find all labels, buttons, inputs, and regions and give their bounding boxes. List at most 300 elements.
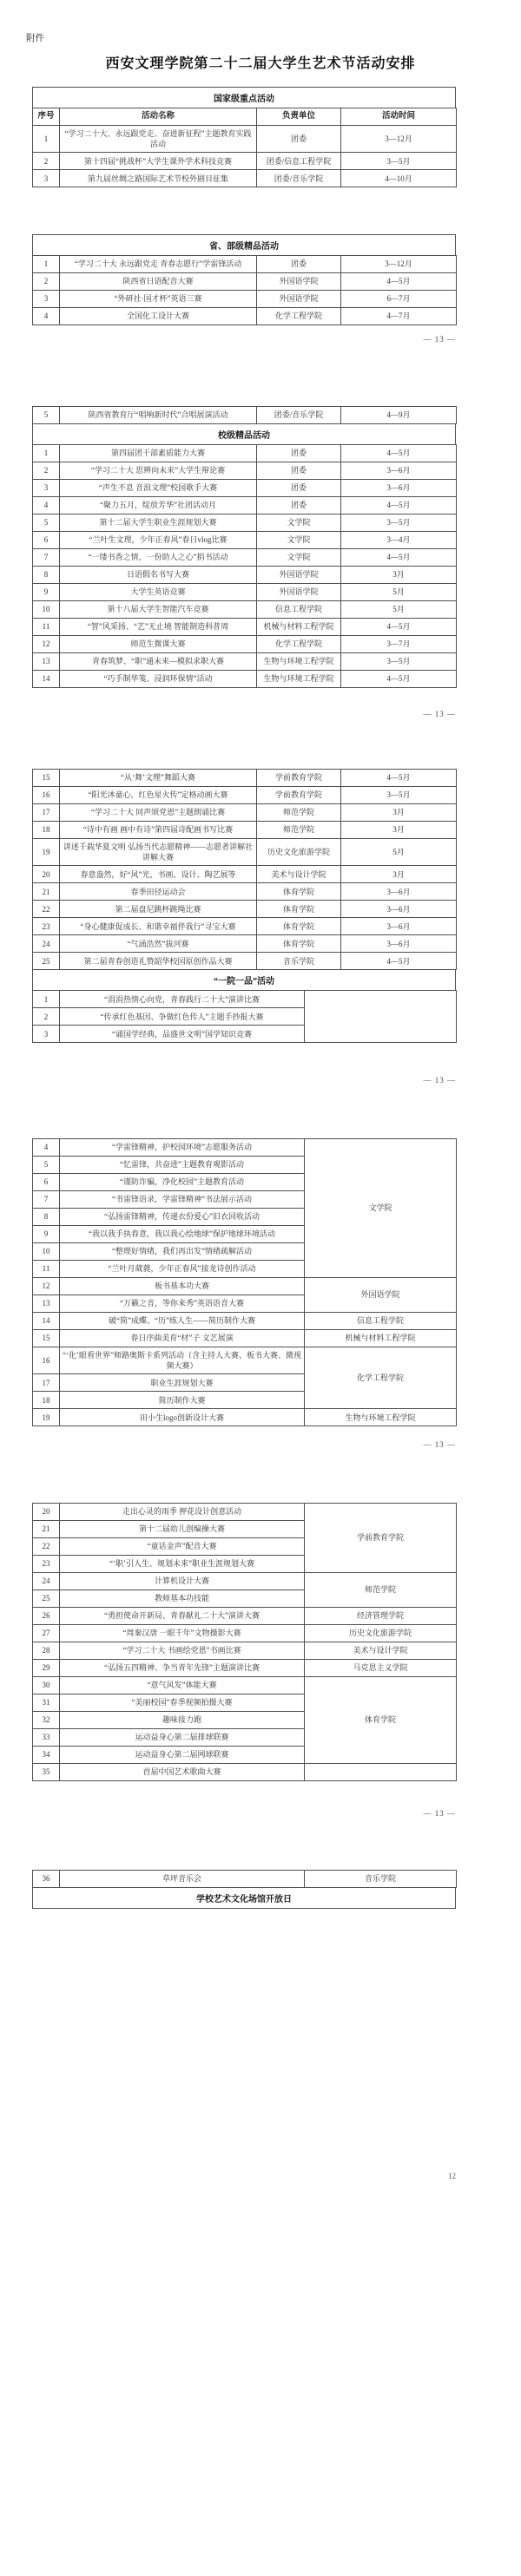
table-row (33, 822, 457, 839)
row-no-cell: 10 (33, 601, 60, 619)
table-stack (32, 87, 456, 187)
column-header-cell: 活动名称 (60, 108, 257, 126)
table-row (33, 1764, 457, 1781)
unit-cell: 美术与设计学院 (305, 1642, 457, 1660)
row-no-cell: 12 (33, 1278, 60, 1295)
unit-cell: 体育学院 (305, 1677, 457, 1764)
activity-table (32, 255, 457, 325)
unit-cell: 团委 (257, 445, 341, 462)
activity-name-cell: “‘化’眼看世界”师路奥斯卡系列活动（含主持人大赛、板书大赛、微视频大赛） (60, 1347, 305, 1374)
activity-name-cell: “‘职’引人生、规划未来”职业生涯规划大赛 (60, 1556, 305, 1573)
activity-name-cell: “周秦汉唐 一眼千年”文物摄影大赛 (60, 1625, 305, 1642)
activity-name-cell: “学习二十大 思辨向未来”大学生辩论赛 (60, 462, 257, 480)
unit-cell: 经济管理学院 (305, 1608, 457, 1625)
column-header-row (33, 108, 457, 126)
time-cell: 3—6月 (341, 480, 457, 497)
row-no-cell: 25 (33, 1590, 60, 1608)
row-no-cell: 12 (33, 636, 60, 653)
row-no-cell: 15 (33, 770, 60, 787)
row-no-cell: 24 (33, 1573, 60, 1590)
activity-name-cell: 春季田径运动会 (60, 883, 257, 901)
section-bar: 国家级重点活动 (32, 87, 456, 108)
activity-name-cell: 职业生涯规划大赛 (60, 1374, 305, 1392)
unit-cell: 师范学院 (257, 804, 341, 822)
table-row (33, 636, 457, 653)
unit-cell: 机械与材料工程学院 (305, 1330, 457, 1347)
unit-cell: 体育学院 (257, 918, 341, 935)
row-no-cell: 17 (33, 1374, 60, 1392)
table-row (33, 1573, 457, 1590)
activity-name-cell: “童话金声”配音大赛 (60, 1538, 305, 1556)
row-no-cell: 5 (33, 1157, 60, 1174)
time-cell: 3—5月 (341, 515, 457, 532)
time-cell: 3—5月 (341, 787, 457, 804)
unit-cell: 生物与环境工程学院 (257, 671, 341, 688)
activity-table (32, 1870, 457, 1888)
row-no-cell: 11 (33, 1261, 60, 1278)
table-row (33, 407, 457, 424)
time-cell: 3—7月 (341, 636, 457, 653)
time-cell: 4—9月 (341, 407, 457, 424)
row-no-cell: 26 (33, 1608, 60, 1625)
unit-cell: 学前教育学院 (305, 1504, 457, 1573)
table-row (33, 1278, 457, 1295)
unit-cell: 体育学院 (257, 883, 341, 901)
row-no-cell: 22 (33, 1538, 60, 1556)
time-cell: 3月 (341, 866, 457, 883)
unit-cell: 学前教育学院 (257, 770, 341, 787)
row-no-cell: 28 (33, 1642, 60, 1660)
row-no-cell: 3 (33, 480, 60, 497)
row-no-cell: 9 (33, 584, 60, 601)
row-no-cell: 25 (33, 953, 60, 970)
table-row (33, 918, 457, 935)
activity-name-cell: “巧手制华笺、浸润环保情”活动 (60, 671, 257, 688)
row-no-cell: 18 (33, 822, 60, 839)
row-no-cell: 8 (33, 1209, 60, 1226)
activity-name-cell: “身心健康促成长、和谐幸福伴我行”寻宝大赛 (60, 918, 257, 935)
activity-table (32, 1503, 457, 1781)
unit-cell: 音乐学院 (257, 953, 341, 970)
page-footer: — 13 — (423, 710, 456, 718)
activity-name-cell: “美丽校园”春季视频拍摄大赛 (60, 1694, 305, 1712)
activity-name-cell: “阳光沐童心，红色星火传”定格动画大赛 (60, 787, 257, 804)
table-row (33, 901, 457, 918)
page-footer: — 13 — (423, 335, 456, 344)
activity-name-cell: “学习二十大 同声颂党恩”主题朗诵比赛 (60, 804, 257, 822)
table-row (33, 991, 457, 1008)
activity-name-cell: “万籁之音，等你来秀”英语语音大赛 (60, 1295, 305, 1313)
row-no-cell: 2 (33, 1008, 60, 1026)
row-no-cell: 18 (33, 1392, 60, 1409)
unit-cell: 学前教育学院 (257, 787, 341, 804)
time-cell: 4—5月 (341, 445, 457, 462)
row-no-cell: 1 (33, 445, 60, 462)
activity-name-cell: “谨防诈骗，净化校园”主题教育活动 (60, 1174, 305, 1191)
time-cell: 4—5月 (341, 770, 457, 787)
row-no-cell: 21 (33, 883, 60, 901)
unit-cell: 外国语学院 (257, 273, 341, 291)
activity-name-cell: “诗中有画 画中有诗”第四届诗配画书写比赛 (60, 822, 257, 839)
time-cell: 3—6月 (341, 918, 457, 935)
activity-name-cell: “从‘舞’文理”舞蹈大赛 (60, 770, 257, 787)
row-no-cell: 19 (33, 839, 60, 866)
section-bar: 校级精品活动 (32, 423, 456, 445)
time-cell: 4—5月 (341, 619, 457, 636)
time-cell: 3月 (341, 822, 457, 839)
row-no-cell: 7 (33, 1191, 60, 1209)
activity-table (32, 125, 457, 187)
activity-name-cell: 破“简”成蝶、“历”练人生——简历制作大赛 (60, 1313, 305, 1330)
unit-cell: 团委 (257, 497, 341, 515)
time-cell: 3—12月 (341, 256, 457, 273)
table-row (33, 308, 457, 325)
unit-cell: 文学院 (257, 532, 341, 549)
activity-name-cell: “学习二十大 书画绘党恩”书画比赛 (60, 1642, 305, 1660)
time-cell: 4—5月 (341, 549, 457, 567)
column-header-table (32, 108, 457, 126)
activity-name-cell: 第二届青春创造礼赞韶华校园原创作品大赛 (60, 953, 257, 970)
activity-name-cell: “意气风发”体能大赛 (60, 1677, 305, 1694)
table-row (33, 462, 457, 480)
row-no-cell: 16 (33, 787, 60, 804)
row-no-cell: 3 (33, 291, 60, 308)
activity-name-cell: “气涌浩然”拔河赛 (60, 935, 257, 953)
table-row (33, 1677, 457, 1694)
table-row (33, 866, 457, 883)
table-stack (32, 1870, 456, 1909)
row-no-cell: 20 (33, 866, 60, 883)
time-cell: 3—4月 (341, 532, 457, 549)
activity-name-cell: 陕西省教育厅“唱响新时代”合唱展演活动 (60, 407, 257, 424)
row-no-cell: 27 (33, 1625, 60, 1642)
table-row (33, 256, 457, 273)
unit-cell: 历史文化旅游学院 (305, 1625, 457, 1642)
table-row (33, 1625, 457, 1642)
row-no-cell: 5 (33, 407, 60, 424)
row-no-cell: 4 (33, 497, 60, 515)
page-title: 西安文理学院第二十二届大学生艺术节活动安排 (105, 56, 416, 71)
table-row (33, 480, 457, 497)
time-cell: 3—6月 (341, 883, 457, 901)
table-row (33, 291, 457, 308)
unit-cell: 团委 (257, 480, 341, 497)
row-no-cell: 21 (33, 1521, 60, 1538)
table-stack (32, 769, 456, 1043)
row-no-cell: 36 (33, 1871, 60, 1888)
row-no-cell: 19 (33, 1409, 60, 1426)
unit-cell: 信息工程学院 (257, 601, 341, 619)
column-header-cell: 活动时间 (341, 108, 457, 126)
time-cell: 5月 (341, 839, 457, 866)
activity-name-cell: 讲述千载华夏文明 弘扬当代志愿精神——志愿者讲解社讲解大赛 (60, 839, 257, 866)
row-no-cell: 32 (33, 1712, 60, 1729)
unit-cell: 文学院 (305, 1139, 457, 1278)
table-row (33, 1313, 457, 1330)
row-no-cell: 15 (33, 1330, 60, 1347)
activity-name-cell: 春意盎然，好“风”光，书画、设计、陶艺展等 (60, 866, 257, 883)
time-cell: 4—10月 (341, 170, 457, 187)
time-cell: 4—5月 (341, 953, 457, 970)
row-no-cell: 1 (33, 991, 60, 1008)
activity-name-cell: 计算机设计大赛 (60, 1573, 305, 1590)
unit-cell (305, 1764, 457, 1781)
table-row (33, 584, 457, 601)
table-row (33, 1642, 457, 1660)
row-no-cell: 29 (33, 1660, 60, 1677)
row-no-cell: 8 (33, 567, 60, 584)
attachment-label: 附件 (26, 34, 44, 43)
activity-name-cell: “一缕书香之情，一份助人之心”捐书活动 (60, 549, 257, 567)
table-row (33, 770, 457, 787)
row-no-cell: 34 (33, 1747, 60, 1764)
row-no-cell: 5 (33, 515, 60, 532)
table-row (33, 1347, 457, 1374)
row-no-cell: 11 (33, 619, 60, 636)
table-stack (32, 1503, 456, 1781)
unit-cell: 外国语学院 (257, 567, 341, 584)
row-no-cell: 6 (33, 1174, 60, 1191)
table-stack (32, 1138, 456, 1426)
unit-cell: 化学工程学院 (257, 308, 341, 325)
activity-table (32, 990, 457, 1043)
section-bar: 省、部级精品活动 (32, 234, 456, 256)
table-row (33, 839, 457, 866)
activity-name-cell: 第十八届大学生智能汽车竞赛 (60, 601, 257, 619)
activity-name-cell: 大学生英语竞赛 (60, 584, 257, 601)
row-no-cell: 16 (33, 1347, 60, 1374)
time-cell: 6—7月 (341, 291, 457, 308)
table-row (33, 1504, 457, 1521)
unit-cell: 体育学院 (257, 901, 341, 918)
row-no-cell: 3 (33, 170, 60, 187)
time-cell: 3月 (341, 567, 457, 584)
table-row (33, 619, 457, 636)
row-no-cell: 1 (33, 126, 60, 153)
activity-name-cell: 趣味接力跑 (60, 1712, 305, 1729)
activity-name-cell: “传承红色基因、争做红色传人”主题手抄报大赛 (60, 1008, 305, 1026)
table-stack (32, 406, 456, 688)
row-no-cell: 4 (33, 1139, 60, 1157)
activity-name-cell: 全国化工设计大赛 (60, 308, 257, 325)
unit-cell: 音乐学院 (305, 1871, 457, 1888)
row-no-cell: 23 (33, 1556, 60, 1573)
unit-cell: 师范学院 (257, 822, 341, 839)
table-stack (32, 234, 456, 325)
unit-cell: 化学工程学院 (257, 636, 341, 653)
activity-table (32, 769, 457, 970)
activity-table (32, 444, 457, 688)
row-no-cell: 30 (33, 1677, 60, 1694)
table-row (33, 497, 457, 515)
time-cell: 4—5月 (341, 497, 457, 515)
activity-name-cell: “忆雷锋，共奋进”主题教育观影活动 (60, 1157, 305, 1174)
activity-name-cell: 青春筑梦、“职”通未来—模拟求职大赛 (60, 653, 257, 671)
row-no-cell: 1 (33, 256, 60, 273)
row-no-cell: 13 (33, 1295, 60, 1313)
activity-name-cell: 第十二届大学生职业生涯规划大赛 (60, 515, 257, 532)
row-no-cell: 22 (33, 901, 60, 918)
activity-name-cell: 日语假名书写大赛 (60, 567, 257, 584)
unit-cell (305, 991, 457, 1043)
row-no-cell: 14 (33, 1313, 60, 1330)
activity-name-cell: “弘扬雷锋精神，传递衣份爱心”旧衣回收活动 (60, 1209, 305, 1226)
table-row (33, 601, 457, 619)
table-row (33, 273, 457, 291)
unit-cell: 文学院 (257, 549, 341, 567)
row-no-cell: 2 (33, 462, 60, 480)
row-no-cell: 35 (33, 1764, 60, 1781)
activity-name-cell: 春日序曲美育“材”子 文艺展演 (60, 1330, 305, 1347)
unit-cell: 文学院 (257, 515, 341, 532)
row-no-cell: 20 (33, 1504, 60, 1521)
row-no-cell: 7 (33, 549, 60, 567)
activity-name-cell: “勇担使命开新局、青春献礼二十大”演讲大赛 (60, 1608, 305, 1625)
unit-cell: 师范学院 (305, 1573, 457, 1608)
activity-name-cell: “整理好情绪，我们再出发”情绪疏解活动 (60, 1243, 305, 1261)
table-row (33, 804, 457, 822)
activity-name-cell: 第四届团干部素质能力大赛 (60, 445, 257, 462)
table-row (33, 883, 457, 901)
time-cell: 5月 (341, 584, 457, 601)
unit-cell: 历史文化旅游学院 (257, 839, 341, 866)
row-no-cell: 10 (33, 1243, 60, 1261)
activity-name-cell: 师范生微课大赛 (60, 636, 257, 653)
activity-name-cell: “声生不息 音浪文理”校园歌手大赛 (60, 480, 257, 497)
unit-cell: 团委 (257, 462, 341, 480)
activity-name-cell: 运动益身心第二届网球联赛 (60, 1747, 305, 1764)
activity-name-cell: “兰叶月葳蕤，少年正春风”接龙诗创作活动 (60, 1261, 305, 1278)
time-cell: 5月 (341, 601, 457, 619)
table-row (33, 170, 457, 187)
activity-name-cell: 走出心灵的雨季 押花设计创意活动 (60, 1504, 305, 1521)
activity-name-cell: “弘扬五四精神、争当青年先锋”主题演讲比赛 (60, 1660, 305, 1677)
section-bar: 学校艺术文化场馆开放日 (32, 1887, 456, 1909)
table-row (33, 567, 457, 584)
activity-name-cell: 第十二届幼儿创编操大赛 (60, 1521, 305, 1538)
row-no-cell: 2 (33, 273, 60, 291)
unit-cell: 信息工程学院 (305, 1313, 457, 1330)
table-row (33, 1660, 457, 1677)
table-row (33, 1139, 457, 1157)
unit-cell: 团委/信息工程学院 (257, 153, 341, 170)
activity-name-cell: 教师基本功技能 (60, 1590, 305, 1608)
time-cell: 4—5月 (341, 671, 457, 688)
activity-name-cell: “聚力五月，绽放芳华”社团活动月 (60, 497, 257, 515)
time-cell: 4—5月 (341, 273, 457, 291)
unit-cell: 外国语学院 (257, 584, 341, 601)
unit-cell: 团委/音乐学院 (257, 170, 341, 187)
column-header-cell: 序号 (33, 108, 60, 126)
time-cell: 3—6月 (341, 462, 457, 480)
row-no-cell: 4 (33, 308, 60, 325)
table-row (33, 1608, 457, 1625)
table-row (33, 445, 457, 462)
time-cell: 3月 (341, 804, 457, 822)
row-no-cell: 9 (33, 1226, 60, 1243)
unit-cell: 美术与设计学院 (257, 866, 341, 883)
time-cell: 3—5月 (341, 653, 457, 671)
row-no-cell: 23 (33, 918, 60, 935)
row-no-cell: 6 (33, 532, 60, 549)
activity-name-cell: “智”风采扬、“艺”无止境 智能制造科普周 (60, 619, 257, 636)
activity-name-cell: “外研社·国才杯”英语三赛 (60, 291, 257, 308)
table-row (33, 532, 457, 549)
time-cell: 3—6月 (341, 901, 457, 918)
activity-name-cell: “兰叶生文理，少年正春风”春日vlog比赛 (60, 532, 257, 549)
activity-name-cell: “诵国学经典，品盛世文明”国学知识竞赛 (60, 1026, 305, 1043)
page-footer: — 13 — (423, 1809, 456, 1818)
row-no-cell: 14 (33, 671, 60, 688)
activity-name-cell: “学习二十大 永远跟党走 青春志愿行”学雷锋活动 (60, 256, 257, 273)
unit-cell: 机械与材料工程学院 (257, 619, 341, 636)
unit-cell: 外国语学院 (305, 1278, 457, 1313)
unit-cell: 生物与环境工程学院 (257, 653, 341, 671)
page-footer: — 13 — (423, 1076, 456, 1085)
activity-name-cell: “涓涓热情心向党，青春践行二十大”演讲比赛 (60, 991, 305, 1008)
time-cell: 3—12月 (341, 126, 457, 153)
activity-name-cell: 草坪音乐会 (60, 1871, 305, 1888)
activity-name-cell: 第十四届“挑战杯”大学生课外学术科技竞赛 (60, 153, 257, 170)
table-row (33, 1330, 457, 1347)
table-row (33, 549, 457, 567)
row-no-cell: 24 (33, 935, 60, 953)
unit-cell: 团委 (257, 256, 341, 273)
activity-name-cell: “书雷锋语录，学雷锋精神”书法展示活动 (60, 1191, 305, 1209)
row-no-cell: 3 (33, 1026, 60, 1043)
table-row (33, 787, 457, 804)
table-row (33, 126, 457, 153)
table-row (33, 671, 457, 688)
activity-name-cell: “学习二十大、永远跟党走、奋进新征程”主题教育实践活动 (60, 126, 257, 153)
table-row (33, 515, 457, 532)
table-row (33, 1409, 457, 1426)
time-cell: 4—7月 (341, 308, 457, 325)
activity-name-cell: 第九届丝绸之路国际艺术节校外剧目征集 (60, 170, 257, 187)
time-cell: 3—6月 (341, 935, 457, 953)
row-no-cell: 13 (33, 653, 60, 671)
unit-cell: 马克思主义学院 (305, 1660, 457, 1677)
column-header-cell: 负责单位 (257, 108, 341, 126)
activity-name-cell: “学雷锋精神，护校园环境”志愿服务活动 (60, 1139, 305, 1157)
table-row (33, 935, 457, 953)
page-footer: — 13 — (423, 1440, 456, 1449)
table-row (33, 953, 457, 970)
row-no-cell: 33 (33, 1729, 60, 1747)
activity-name-cell: 第二届盘尼跳杯跳绳比赛 (60, 901, 257, 918)
activity-table (32, 1138, 457, 1426)
activity-name-cell: 简历制作大赛 (60, 1392, 305, 1409)
unit-cell: 生物与环境工程学院 (305, 1409, 457, 1426)
row-no-cell: 17 (33, 804, 60, 822)
final-page-number: 12 (448, 2172, 456, 2180)
unit-cell: 体育学院 (257, 935, 341, 953)
unit-cell: 团委/音乐学院 (257, 407, 341, 424)
row-no-cell: 31 (33, 1694, 60, 1712)
activity-name-cell: 陕西省日语配音大赛 (60, 273, 257, 291)
time-cell: 3—5月 (341, 153, 457, 170)
activity-name-cell: 板书基本功大赛 (60, 1278, 305, 1295)
activity-name-cell: “我以我手执春意，我以我心绘地球”保护地球环境活动 (60, 1226, 305, 1243)
unit-cell: 外国语学院 (257, 291, 341, 308)
row-no-cell: 2 (33, 153, 60, 170)
table-row (33, 1871, 457, 1888)
table-row (33, 653, 457, 671)
unit-cell: 团委 (257, 126, 341, 153)
activity-name-cell: 运动益身心第二届排球联赛 (60, 1729, 305, 1747)
activity-name-cell: 田小生logo创新设计大赛 (60, 1409, 305, 1426)
activity-name-cell: 首届中国艺术歌曲大赛 (60, 1764, 305, 1781)
